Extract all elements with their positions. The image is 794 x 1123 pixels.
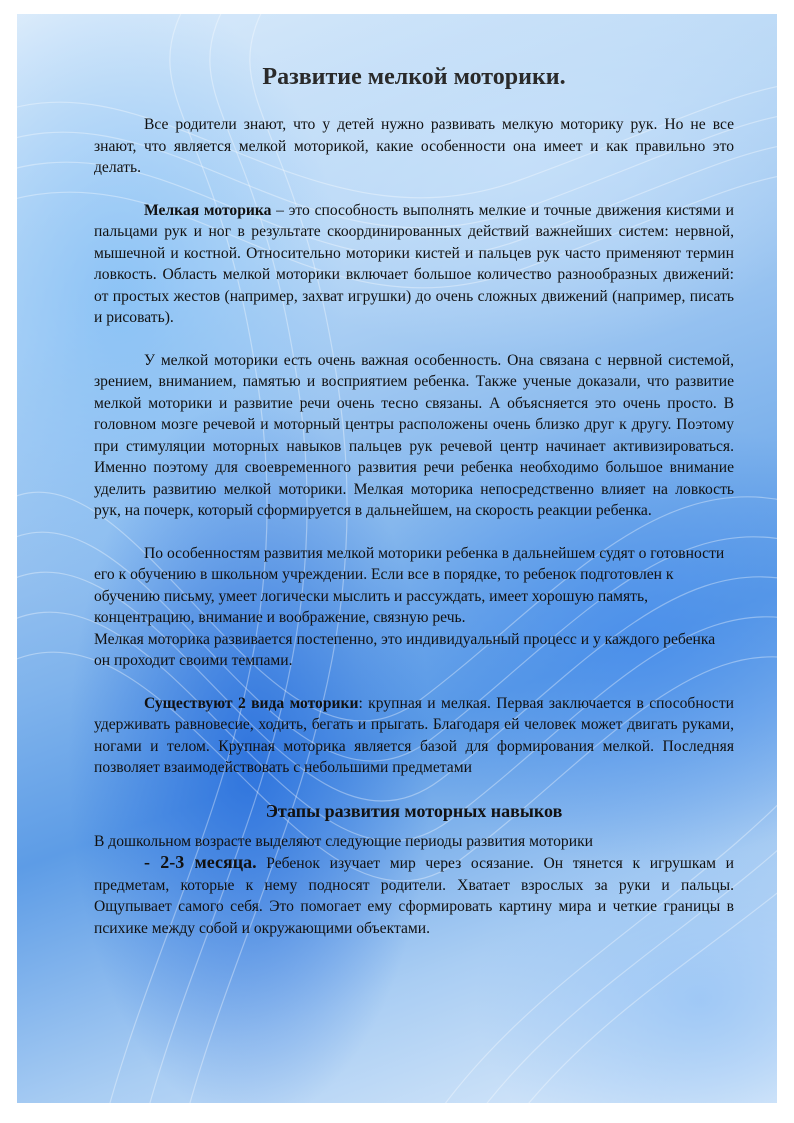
stage-period-label: - 2-3 месяца. <box>144 852 257 872</box>
types-lead: Существуют 2 вида моторики <box>144 694 359 712</box>
definition-text: – это способность выполнять мелкие и точные движения кистями и пальцами рук и ног в результате скоординированных действий важнейших систем: нервной, мышечной и костной. Относительно моторики кистей и пальцев рук часто применяют термин ловкость. Область мелкой моторики включает большое количество разнообразных движений: от простых жестов (например, захват игрушки) до очень сложных движений (например, писать и рисовать). <box>94 201 734 326</box>
definition-paragraph <box>94 200 734 329</box>
feature-paragraph: У мелкой моторики есть очень важная особенность. Она связана с нервной системой, зрением, вниманием, памятью и восприятием ребенка. Также ученые доказали, что развитие мелкой моторики и развитие речи очень тесно связаны. А объясняется это очень просто. В головном мозге речевой и моторный центры расположены очень близко друг к другу. Поэтому при стимуляции моторных навыков пальцев рук речевой центр начинает активизироваться. Именно поэтому для своевременного развития речи ребенка необходимо большое внимание уделить развитию мелкой моторики. Мелкая моторика непосредственно влияет на ловкость рук, на почерк, который сформируется в дальнейшем, на скорость реакции ребенка. <box>94 351 734 519</box>
intro-paragraph: Все родители знают, что у детей нужно развивать мелкую моторику рук. Но не все знают, что является мелкой моторикой, какие особенности она имеет и как правильно это делать. <box>94 116 734 176</box>
definition-term: Мелкая моторика <box>144 201 272 219</box>
stage-period-text: Ребенок изучает мир через осязание. Он тянется к игрушкам и предметам, которые к нему подносят родители. Хватает взрослых за руки и пальцы. Ощупывает самого себя. Это помогает ему сформировать картину мира и четкие границы в психике между собой и окружающими объектами. <box>94 855 734 937</box>
stages-intro: В дошкольном возрасте выделяют следующие периоды развития моторики <box>94 832 593 850</box>
types-paragraph <box>94 693 734 779</box>
gradual-paragraph: Мелкая моторика развивается постепенно, это индивидуальный процесс и у каждого ребенка он проходит своими темпами. <box>94 630 716 669</box>
readiness-paragraph: По особенностям развития мелкой моторики ребенка в дальнейшем судят о готовности его к обучению в школьном учреждении. Если все в порядке, то ребенок подготовлен к обучению письму, умеет логически мыслить и рассуждать, имеет хорошую память, концентрацию, внимание и воображение, связную речь. <box>94 544 725 626</box>
document-body <box>94 62 734 939</box>
stage-period-paragraph <box>94 852 734 939</box>
page-title: Развитие мелкой моторики. <box>262 64 566 90</box>
stages-heading: Этапы развития моторных навыков <box>265 800 563 821</box>
types-text: : крупная и мелкая. Первая заключается в способности удерживать равновесие, ходить, бегать и прыгать. Благодаря ей человек может двигать руками, ногами и телом. Крупная моторика является базой для формирования мелкой. Последняя позволяет взаимодействовать с небольшими предметами <box>94 694 734 776</box>
